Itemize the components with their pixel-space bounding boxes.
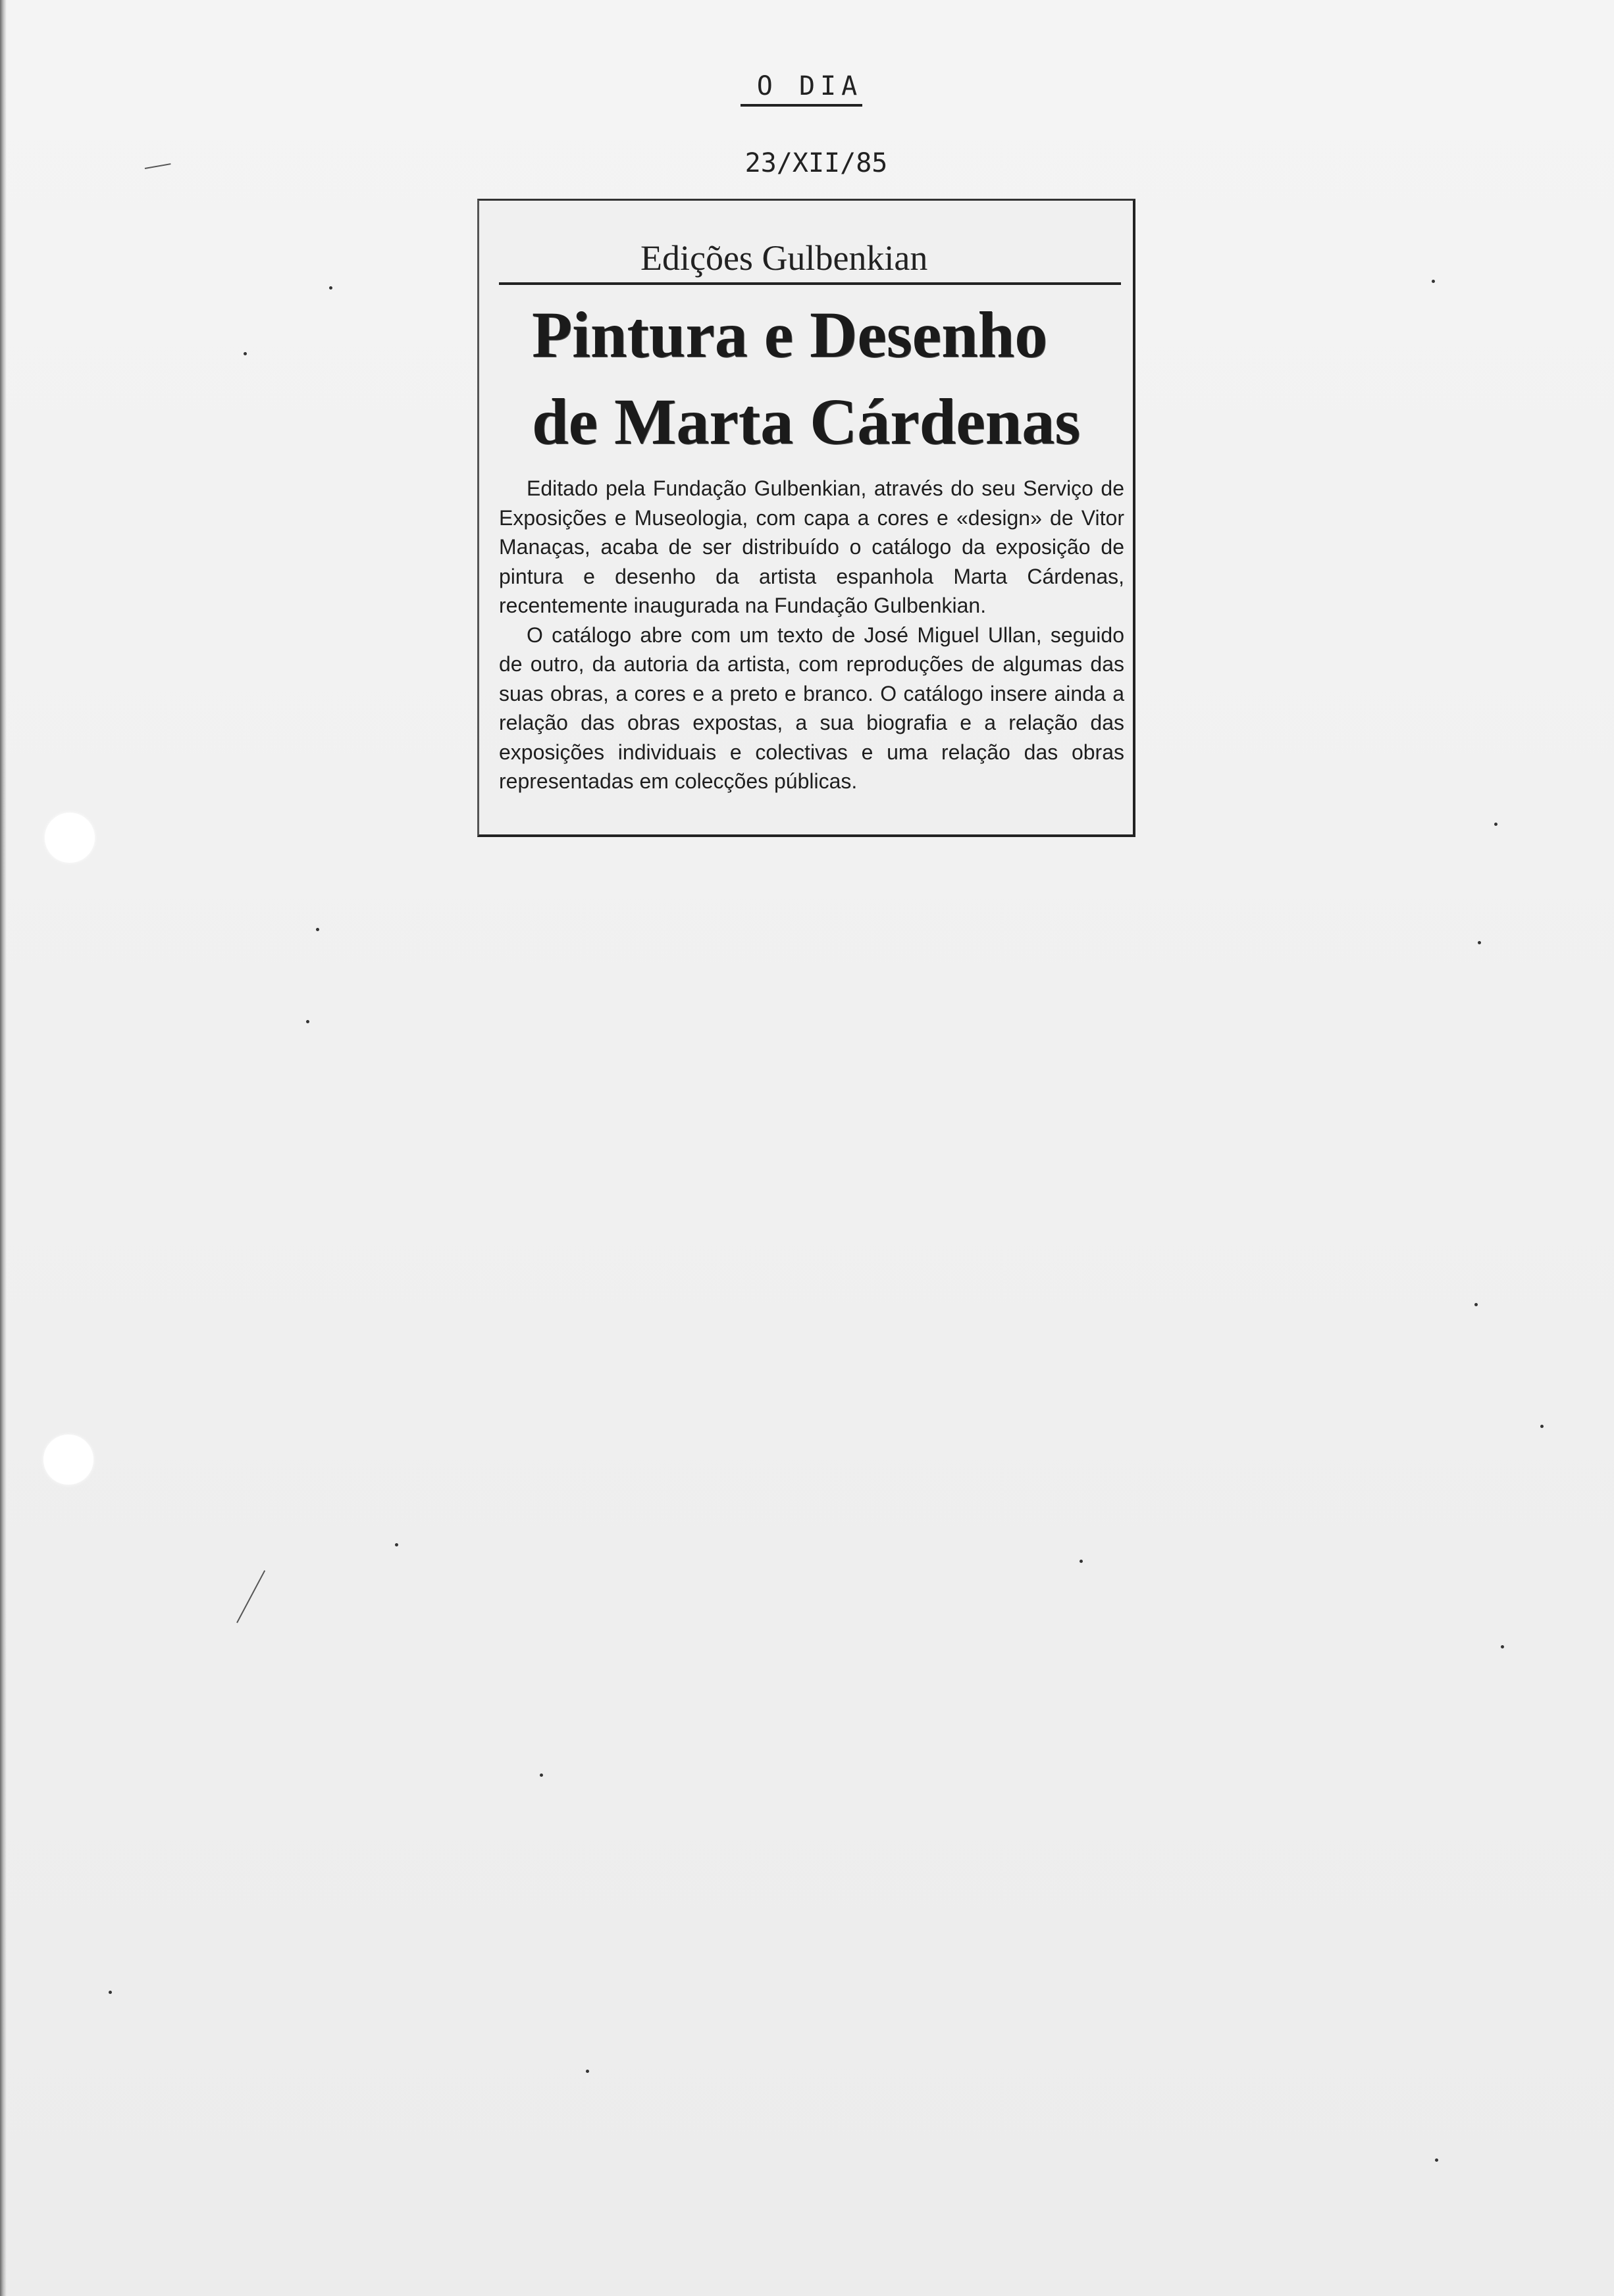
- scan-speck: [329, 286, 332, 290]
- scan-speck: [1474, 1303, 1478, 1306]
- article-paragraph-2: O catálogo abre com um texto de José Miguel Ullan, seguido de outro, da autoria da artista, com reproduções de algumas das suas obras, a cores e a preto e branco. O catálogo insere ainda a relação das obras expostas, a sua biografia e a relação das exposições individuais e colectivas e uma relação das obras representadas em colecções públicas.: [499, 623, 1124, 793]
- scan-speck: [1501, 1645, 1504, 1648]
- scan-speck: [1540, 1425, 1544, 1428]
- newspaper-clipping: [477, 199, 1135, 837]
- source-underline: [741, 104, 862, 107]
- article-headline: [532, 292, 1124, 465]
- scan-speck: [1432, 280, 1435, 283]
- scan-speck: [316, 928, 319, 931]
- headline-line-1: Pintura e Desenho: [532, 298, 1048, 371]
- scan-speck: [1478, 941, 1481, 944]
- scan-speck: [586, 2070, 589, 2073]
- article-paragraph-1: Editado pela Fundação Gulbenkian, através do seu Serviço de Exposições e Museologia, com capa a cores e «design» de Vitor Manaças, acaba de ser distribuído o catálogo da exposição de pintura e desenho da artista espanhola Marta Cárdenas, recentemente inaugurada na Fundação Gulbenkian.: [499, 476, 1124, 617]
- section-label: Edições Gulbenkian: [640, 238, 928, 278]
- scan-speck: [109, 1991, 112, 1994]
- section-rule: [499, 282, 1121, 285]
- scan-speck: [395, 1543, 398, 1546]
- newspaper-source: O DIA: [756, 71, 863, 101]
- scan-speck: [1435, 2158, 1438, 2162]
- scan-scratch: [236, 1570, 265, 1623]
- scan-scratch: [145, 163, 171, 169]
- scan-speck: [1080, 1560, 1083, 1563]
- scan-speck: [1494, 823, 1497, 826]
- scan-left-edge: [0, 0, 7, 2296]
- scan-speck: [306, 1020, 309, 1023]
- scan-speck: [244, 352, 247, 355]
- article-body: [499, 474, 1124, 796]
- punch-hole-bottom: [43, 1435, 93, 1485]
- scan-speck: [540, 1773, 543, 1777]
- punch-hole-top: [45, 813, 95, 863]
- headline-line-2: de Marta Cárdenas: [532, 385, 1081, 458]
- clipping-date: 23/XII/85: [744, 148, 888, 178]
